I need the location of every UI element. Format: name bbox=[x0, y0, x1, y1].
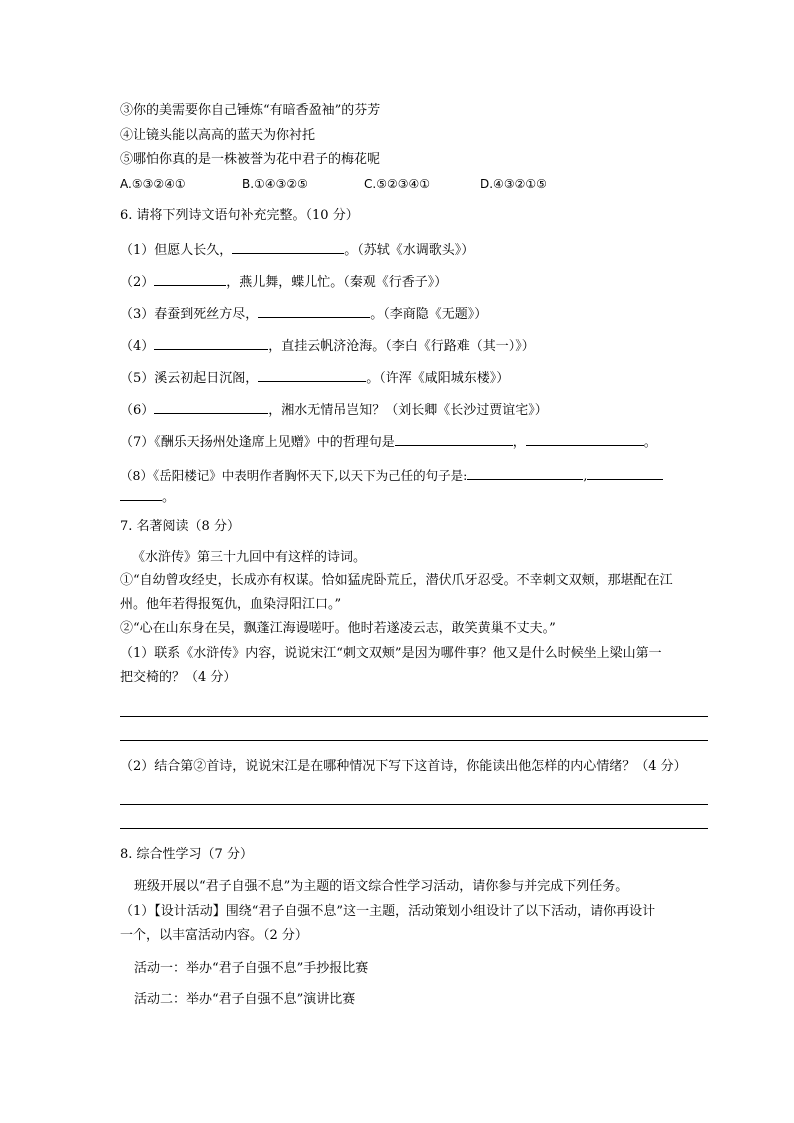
q6-blank-5[interactable] bbox=[258, 367, 366, 382]
q7-poem2: ②“心在山东身在吴，飘蓬江海谩嗟吁。他时若遂凌云志，敢笑黄巢不丈夫。” bbox=[120, 621, 556, 636]
q7-sub1-line1: （1）联系《水浒传》内容，说说宋江“刺文双颊”是因为哪件事？他又是什么时候坐上梁山第一 bbox=[120, 646, 662, 661]
q7-poem1-line2: 州。他年若得报冤仇，血染浔阳江口。” bbox=[120, 597, 342, 612]
q6-blank-4[interactable] bbox=[154, 335, 268, 350]
q6-line-7 bbox=[120, 431, 657, 452]
q6-line-4-pre: （4） bbox=[120, 339, 155, 354]
q8-intro: 班级开展以“君子自强不息”为主题的语文综合性学习活动，请你参与并完成下列任务。 bbox=[134, 879, 629, 894]
q8-sub1-line2: 一个，以丰富活动内容。（2 分） bbox=[120, 928, 308, 943]
q6-line-3-post: 。（李商隐《无题》） bbox=[370, 307, 488, 322]
q6-line-7-pre: （7）《酬乐天扬州处逢席上见赠》中的哲理句是 bbox=[120, 435, 395, 450]
option-d[interactable]: D.④③②①⑤ bbox=[480, 177, 547, 191]
q6-line-1 bbox=[120, 239, 474, 260]
q6-line-6-pre: （6） bbox=[120, 403, 155, 418]
q6-line-8-pre: （8）《岳阳楼记》中表明作者胸怀天下,以天下为己任的句子是: bbox=[120, 468, 468, 483]
option-c[interactable]: C.⑤②③④① bbox=[364, 177, 430, 191]
q6-line-1-post: 。（苏轼《水调歌头》） bbox=[344, 243, 475, 258]
q7-answer-line-2[interactable] bbox=[120, 740, 708, 741]
q8-sub1-line1: （1）【设计活动】围绕“君子自强不息”这一主题，活动策划小组设计了以下活动，请你再设计 bbox=[120, 904, 656, 919]
q6-line-2 bbox=[120, 271, 447, 292]
q6-blank-6[interactable] bbox=[154, 399, 268, 414]
q6-blank-7a[interactable] bbox=[395, 431, 513, 446]
q6-line-5 bbox=[120, 367, 509, 388]
q6-blank-7b[interactable] bbox=[526, 431, 644, 446]
q6-line-8-post: 。 bbox=[162, 490, 176, 505]
q6-blank-3[interactable] bbox=[258, 303, 370, 318]
q6-line-4-post: ，直挂云帆济沧海。（李白《行路难（其一）》） bbox=[268, 339, 535, 354]
q8-title: 8. 综合性学习（7 分） bbox=[120, 847, 253, 862]
q6-title: 6. 请将下列诗文语句补充完整。（10 分） bbox=[120, 208, 359, 223]
q7-answer-line-4[interactable] bbox=[120, 828, 708, 829]
q7-intro: 《水浒传》第三十九回中有这样的诗词。 bbox=[132, 550, 367, 565]
q7-sub2: （2）结合第②首诗，说说宋江是在哪种情况下写下这首诗，你能读出他怎样的内心情绪？（4 分） bbox=[120, 759, 687, 774]
q6-line-4 bbox=[120, 335, 535, 356]
q7-answer-line-3[interactable] bbox=[120, 804, 708, 805]
q6-line-2-pre: （2） bbox=[120, 275, 155, 290]
option-b[interactable]: B.①④③②⑤ bbox=[242, 177, 308, 191]
q6-blank-8b[interactable] bbox=[587, 465, 663, 480]
q6-line-8-cont bbox=[120, 486, 175, 507]
q7-answer-line-1[interactable] bbox=[120, 716, 708, 717]
q8-activity-1: 活动一：举办“君子自强不息”手抄报比赛 bbox=[134, 961, 369, 976]
q7-title: 7. 名著阅读（8 分） bbox=[120, 519, 240, 534]
sentence-item-4: ④让镜头能以高高的蓝天为你衬托 bbox=[120, 128, 316, 143]
q6-blank-1[interactable] bbox=[232, 239, 344, 254]
sentence-item-3: ③你的美需要你自己锤炼“有暗香盈袖”的芬芳 bbox=[120, 103, 381, 118]
q6-line-5-post: 。（许浑《咸阳城东楼》） bbox=[366, 371, 510, 386]
q6-line-2-post: ，燕儿舞，蝶儿忙。（秦观《行香子》） bbox=[226, 275, 448, 290]
option-a[interactable]: A.⑤③②④① bbox=[120, 177, 186, 191]
q7-sub1-line2: 把交椅的？（4 分） bbox=[120, 670, 237, 685]
q7-poem1-line1: ①“自幼曾攻经史，长成亦有权谋。恰如猛虎卧荒丘，潜伏爪牙忍受。不幸刺文双颊，那堪配在江 bbox=[120, 573, 673, 588]
q6-line-6 bbox=[120, 399, 548, 420]
q6-blank-2[interactable] bbox=[154, 271, 226, 286]
answer-options bbox=[120, 175, 547, 193]
q6-line-3-pre: （3）春蚕到死丝方尽， bbox=[120, 307, 259, 322]
q6-blank-8a[interactable] bbox=[467, 465, 583, 480]
q6-line-6-post: ，湘水无情吊岂知？（刘长卿《长沙过贾谊宅》） bbox=[268, 403, 548, 418]
q6-line-8 bbox=[120, 465, 663, 485]
q6-blank-8b-cont[interactable] bbox=[120, 486, 162, 501]
q8-activity-2: 活动二：举办“君子自强不息”演讲比赛 bbox=[134, 992, 356, 1007]
q6-line-3 bbox=[120, 303, 487, 324]
q6-line-7-post: 。 bbox=[643, 435, 657, 450]
sentence-item-5: ⑤哪怕你真的是一株被誉为花中君子的梅花呢 bbox=[120, 152, 381, 167]
q6-line-1-pre: （1）但愿人长久， bbox=[120, 243, 233, 258]
q6-line-7-mid: ， bbox=[512, 435, 526, 450]
q6-line-8-mid: , bbox=[583, 468, 588, 483]
q6-line-5-pre: （5）溪云初起日沉阁， bbox=[120, 371, 259, 386]
